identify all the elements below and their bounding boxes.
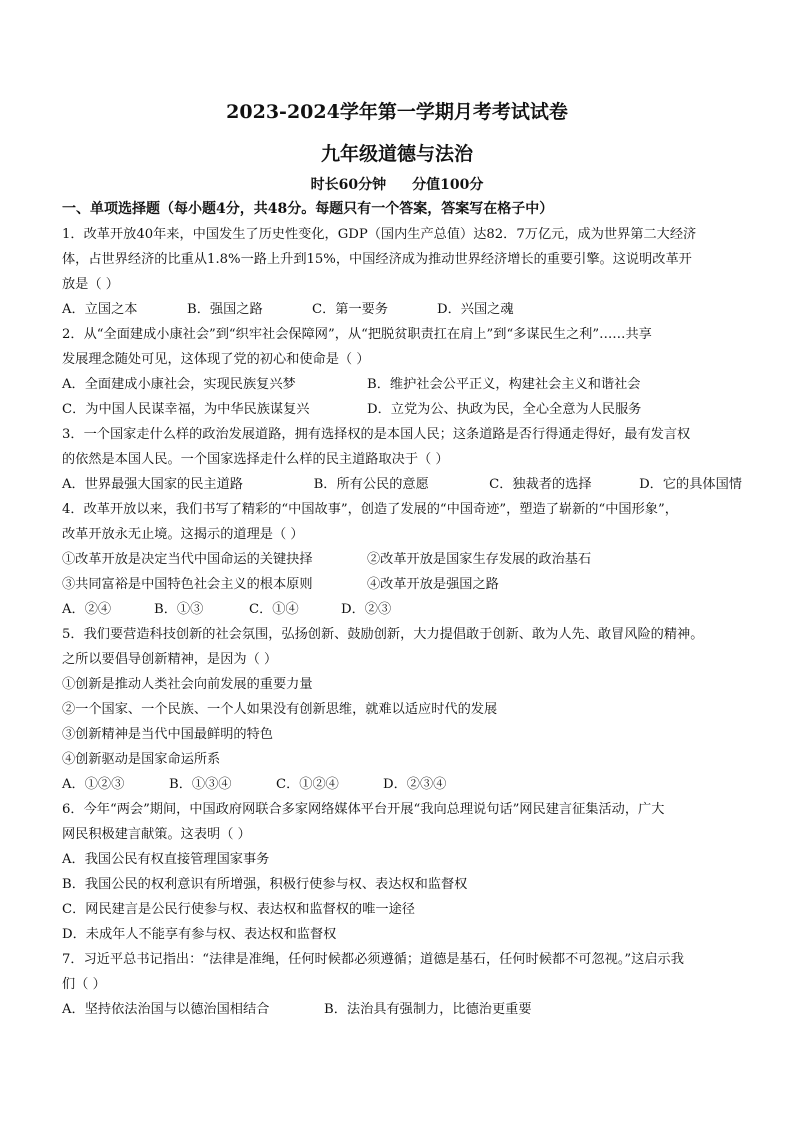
statement-4: ④改革开放是强国之路	[367, 577, 499, 592]
option-c: C．独裁者的选择	[489, 477, 592, 492]
option-d: D．②③④	[383, 777, 447, 792]
option-a: A．全面建成小康社会，实现民族复兴梦	[62, 377, 296, 392]
question-text: 之所以要倡导创新精神，是因为（ ）	[62, 652, 278, 667]
statement-3: ③共同富裕是中国特色社会主义的根本原则	[62, 577, 313, 592]
question-text: 放是（ ）	[62, 277, 119, 292]
question-1	[62, 222, 742, 322]
question-7	[62, 947, 742, 1022]
question-text: 们（ ）	[62, 977, 106, 992]
question-text: 4．改革开放以来，我们书写了精彩的“中国故事”，创造了发展的“中国奇迹”，塑造了崭新的“中国形象”，	[62, 502, 678, 517]
option-d: D．兴国之魂	[437, 302, 514, 317]
option-b: B．①③	[154, 602, 204, 617]
option-a: A．我国公民有权直接管理国家事务	[62, 852, 270, 867]
option-a: A．①②③	[62, 777, 125, 792]
exam-info	[0, 174, 794, 194]
options-row	[62, 397, 742, 422]
option-c: C．①②④	[276, 777, 339, 792]
options-row	[62, 772, 742, 797]
option-c: C．①④	[249, 602, 299, 617]
option-c: C．第一要务	[312, 302, 389, 317]
option-d: D．未成年人不能享有参与权、表达权和监督权	[62, 927, 337, 942]
question-list	[62, 222, 742, 1022]
question-4	[62, 497, 742, 622]
question-text: 的依然是本国人民。一个国家选择走什么样的民主道路取决于（ ）	[62, 452, 449, 467]
statement-2: ②一个国家、一个民族、一个人如果没有创新思维，就难以适应时代的发展	[62, 702, 498, 717]
option-a: A．坚持依法治国与以德治国相结合	[62, 1002, 270, 1017]
option-a: A．②④	[62, 602, 112, 617]
section-heading: 一、单项选择题（每小题4分，共48分。每题只有一个答案，答案写在格子中）	[62, 201, 554, 217]
option-a: A．立国之本	[62, 302, 138, 317]
question-text: 改革开放永无止境。这揭示的道理是（ ）	[62, 527, 304, 542]
question-5	[62, 622, 742, 797]
options-row	[62, 297, 742, 322]
options-row	[62, 372, 742, 397]
question-3	[62, 422, 742, 497]
statements-row	[62, 547, 742, 572]
option-b: B．法治具有强制力，比德治更重要	[324, 1002, 532, 1017]
question-text: 6．今年“两会”期间，中国政府网联合多家网络媒体平台开展“我向总理说句话”网民建言征集活动，广大	[62, 802, 665, 817]
option-d: D．立党为公、执政为民，全心全意为人民服务	[367, 402, 642, 417]
question-text: 2．从“全面建成小康社会”到“织牢社会保障网”，从“把脱贫职责扛在肩上”到“多谋民生之利”……共享	[62, 327, 652, 342]
question-text: 网民积极建言献策。这表明（ ）	[62, 827, 251, 842]
option-b: B．强国之路	[187, 302, 263, 317]
statements-row	[62, 572, 742, 597]
question-text: 7．习近平总书记指出：“法律是准绳，任何时候都必须遵循；道德是基石，任何时候都不可忽视。”这启示我	[62, 952, 684, 967]
question-text: 3．一个国家走什么样的政治发展道路，拥有选择权的是本国人民；这条道路是否行得通走得好，最有发言权	[62, 427, 691, 442]
statement-2: ②改革开放是国家生存发展的政治基石	[367, 552, 592, 567]
question-text: 体，占世界经济的比重从1.8%一路上升到15%，中国经济成为推动世界经济增长的重要引擎。这说明改革开	[62, 252, 692, 267]
option-c: C．网民建言是公民行使参与权、表达权和监督权的唯一途径	[62, 902, 415, 917]
option-b: B．所有公民的意愿	[313, 477, 429, 492]
option-d: D．②③	[341, 602, 392, 617]
options-row	[62, 472, 742, 497]
question-text: 1．改革开放40年来，中国发生了历史性变化，GDP（国内生产总值）达82．7万亿元，成为世界第二大经济	[62, 227, 697, 242]
option-a: A．世界最强大国家的民主道路	[62, 477, 243, 492]
question-2	[62, 322, 742, 422]
total-score: 分值100分	[412, 177, 484, 193]
options-row	[62, 997, 742, 1022]
exam-title: 2023-2024学年第一学期月考考试试卷	[226, 101, 568, 123]
statement-3: ③创新精神是当代中国最鲜明的特色	[62, 727, 273, 742]
option-b: B．维护社会公平正义，构建社会主义和谐社会	[367, 377, 641, 392]
question-text: 5．我们要营造科技创新的社会氛围，弘扬创新、鼓励创新，大力提倡敢于创新、敢为人先、敢冒风险的精神。	[62, 627, 704, 642]
option-d: D．它的具体国情	[639, 477, 742, 492]
options-row	[62, 597, 742, 622]
statement-1: ①创新是推动人类社会向前发展的重要力量	[62, 677, 313, 692]
question-text: 发展理念随处可见，这体现了党的初心和使命是（ ）	[62, 352, 370, 367]
subject-title: 九年级道德与法治	[320, 143, 473, 165]
statement-4: ④创新驱动是国家命运所系	[62, 752, 221, 767]
duration: 时长60分钟	[310, 177, 387, 193]
option-c: C．为中国人民谋幸福，为中华民族谋复兴	[62, 402, 310, 417]
option-b: B．①③④	[169, 777, 232, 792]
question-6	[62, 797, 742, 947]
statement-1: ①改革开放是决定当代中国命运的关键抉择	[62, 552, 313, 567]
option-b: B．我国公民的权利意识有所增强，积极行使参与权、表达权和监督权	[62, 877, 468, 892]
